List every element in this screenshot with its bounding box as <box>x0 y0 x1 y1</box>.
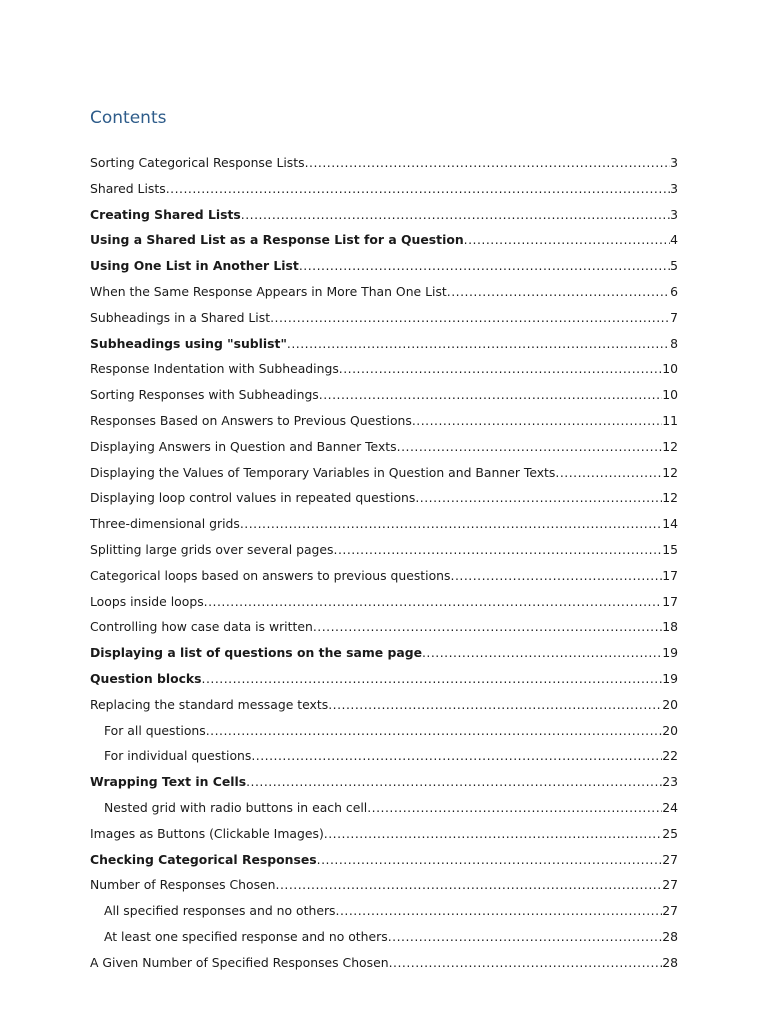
toc-entry[interactable] <box>90 382 678 408</box>
toc-entry-title: A Given Number of Specified Responses Chosen <box>90 954 389 970</box>
dot-leader <box>276 872 663 898</box>
toc-entry-page-number: 17 <box>662 567 678 583</box>
toc-entry-page-number: 6 <box>670 283 678 299</box>
toc-entry[interactable] <box>90 511 678 537</box>
dot-leader <box>447 279 670 305</box>
dot-leader <box>336 898 663 924</box>
toc-entry-page-number: 12 <box>662 464 678 480</box>
toc-entry-page-number: 10 <box>662 387 678 403</box>
toc-entry[interactable] <box>90 898 678 924</box>
toc-entry-page-number: 20 <box>662 696 678 712</box>
toc-entry-page-number: 20 <box>662 722 678 738</box>
toc-entry[interactable] <box>90 485 678 511</box>
toc-entry[interactable] <box>90 331 678 357</box>
toc-entry-page-number: 12 <box>662 490 678 506</box>
dot-leader <box>397 434 663 460</box>
dot-leader <box>415 485 662 511</box>
dot-leader <box>412 408 662 434</box>
toc-entry-page-number: 3 <box>670 155 678 170</box>
toc-entry-title: Three-dimensional grids <box>90 516 240 532</box>
toc-entry-page-number: 27 <box>662 877 678 893</box>
toc-entry[interactable] <box>90 743 678 769</box>
toc-entry-title: Shared Lists <box>90 180 166 196</box>
dot-leader <box>334 537 663 563</box>
dot-leader <box>388 924 663 950</box>
dot-leader <box>206 718 663 744</box>
toc-entry-page-number: 27 <box>662 851 678 867</box>
toc-entry-page-number: 19 <box>662 645 678 661</box>
toc-entry-title: Wrapping Text in Cells <box>90 774 247 790</box>
dot-leader <box>241 202 670 228</box>
toc-entry[interactable] <box>90 253 678 279</box>
toc-entry-page-number: 25 <box>662 825 678 841</box>
toc-entry[interactable] <box>90 537 678 563</box>
dot-leader <box>270 305 670 331</box>
toc-entry[interactable] <box>90 305 678 331</box>
toc-entry-page-number: 28 <box>662 954 678 970</box>
toc-entry[interactable] <box>90 614 678 640</box>
toc-entry-title: Subheadings in a Shared List <box>90 309 271 325</box>
dot-leader <box>204 589 663 615</box>
toc-entry[interactable] <box>90 821 678 847</box>
dot-leader <box>251 743 662 769</box>
toc-entry-title: Displaying the Values of Temporary Variables in Question and Banner Texts <box>90 464 556 480</box>
toc-entry-title: For all questions <box>104 722 206 738</box>
toc-entry[interactable] <box>90 589 678 615</box>
toc-entry[interactable] <box>90 640 678 666</box>
toc-entry-page-number: 3 <box>670 180 678 196</box>
toc-entry[interactable] <box>90 150 678 176</box>
toc-entry-title: For individual questions <box>104 748 252 764</box>
toc-entry[interactable] <box>90 795 678 821</box>
toc-entry-title: Using a Shared List as a Response List for a Question <box>90 232 464 248</box>
toc-entry-page-number: 5 <box>670 258 678 274</box>
toc-entry[interactable] <box>90 950 678 976</box>
dot-leader <box>166 176 670 202</box>
toc-entry-title: Splitting large grids over several pages <box>90 541 334 557</box>
toc-entry[interactable] <box>90 202 678 228</box>
dot-leader <box>324 821 662 847</box>
dot-leader <box>389 950 663 976</box>
toc-entry[interactable] <box>90 279 678 305</box>
toc-entry-title: Nested grid with radio buttons in each cell <box>104 799 368 815</box>
toc-entry[interactable] <box>90 434 678 460</box>
dot-leader <box>328 692 662 718</box>
toc-entry-page-number: 3 <box>670 206 678 222</box>
toc-entry-page-number: 12 <box>662 438 678 454</box>
toc-entry-page-number: 17 <box>662 593 678 609</box>
toc-entry[interactable] <box>90 769 678 795</box>
dot-leader <box>246 769 662 795</box>
toc-entry-title: Subheadings using "sublist" <box>90 335 287 351</box>
toc-entry-title: Checking Categorical Responses <box>90 851 317 867</box>
dot-leader <box>317 847 663 873</box>
dot-leader <box>313 614 662 640</box>
toc-entry-title: Question blocks <box>90 670 202 686</box>
dot-leader <box>464 227 670 253</box>
toc-entry-page-number: 19 <box>662 670 678 686</box>
dot-leader <box>319 382 662 408</box>
dot-leader <box>299 253 670 279</box>
toc-entry-title: At least one specified response and no others <box>104 928 388 944</box>
dot-leader <box>287 331 670 357</box>
toc-entry-title: Using One List in Another List <box>90 258 299 274</box>
toc-entry-page-number: 15 <box>662 541 678 557</box>
toc-entry-title: Creating Shared Lists <box>90 206 241 222</box>
toc-entry[interactable] <box>90 666 678 692</box>
toc-entry[interactable] <box>90 872 678 898</box>
toc-entry-page-number: 23 <box>662 774 678 790</box>
dot-leader <box>555 460 662 486</box>
toc-entry-title: Categorical loops based on answers to previous questions <box>90 567 451 583</box>
toc-entry[interactable] <box>90 356 678 382</box>
toc-heading: Contents <box>90 108 167 128</box>
toc-list <box>90 150 678 976</box>
toc-entry-title: Controlling how case data is written <box>90 619 313 635</box>
dot-leader <box>339 356 662 382</box>
toc-entry-page-number: 4 <box>670 232 678 248</box>
toc-entry-title: Responses Based on Answers to Previous Questions <box>90 412 412 428</box>
dot-leader <box>422 640 662 666</box>
dot-leader <box>367 795 662 821</box>
toc-entry-title: Loops inside loops <box>90 593 204 609</box>
toc-entry[interactable] <box>90 924 678 950</box>
toc-entry-title: Displaying a list of questions on the same page <box>90 645 422 661</box>
dot-leader <box>240 511 662 537</box>
toc-entry-title: Images as Buttons (Clickable Images) <box>90 825 324 841</box>
toc-entry-title: Sorting Responses with Subheadings <box>90 387 319 403</box>
toc-entry-page-number: 7 <box>670 309 678 325</box>
toc-entry-page-number: 24 <box>662 799 678 815</box>
toc-entry[interactable] <box>90 460 678 486</box>
toc-entry[interactable] <box>90 847 678 873</box>
toc-entry-page-number: 28 <box>662 928 678 944</box>
dot-leader <box>451 563 663 589</box>
toc-entry-page-number: 10 <box>662 361 678 377</box>
toc-entry-title: Number of Responses Chosen <box>90 877 276 893</box>
toc-entry-page-number: 27 <box>662 903 678 919</box>
toc-entry[interactable] <box>90 176 678 202</box>
toc-entry[interactable] <box>90 227 678 253</box>
toc-entry-page-number: 8 <box>670 335 678 351</box>
dot-leader <box>305 150 671 176</box>
toc-entry[interactable] <box>90 718 678 744</box>
toc-entry[interactable] <box>90 692 678 718</box>
toc-entry-title: Sorting Categorical Response Lists <box>90 155 305 170</box>
toc-entry-page-number: 22 <box>662 748 678 764</box>
toc-entry-title: Replacing the standard message texts <box>90 696 329 712</box>
toc-entry-page-number: 11 <box>662 412 678 428</box>
toc-entry-title: Displaying loop control values in repeated questions <box>90 490 416 506</box>
toc-entry[interactable] <box>90 408 678 434</box>
dot-leader <box>202 666 663 692</box>
toc-entry-title: Response Indentation with Subheadings <box>90 361 339 377</box>
toc-entry-page-number: 14 <box>662 516 678 532</box>
toc-entry-title: When the Same Response Appears in More Than One List <box>90 283 447 299</box>
toc-entry-page-number: 18 <box>662 619 678 635</box>
toc-entry-title: All specified responses and no others <box>104 903 336 919</box>
toc-entry-title: Displaying Answers in Question and Banner Texts <box>90 438 397 454</box>
toc-entry[interactable] <box>90 563 678 589</box>
